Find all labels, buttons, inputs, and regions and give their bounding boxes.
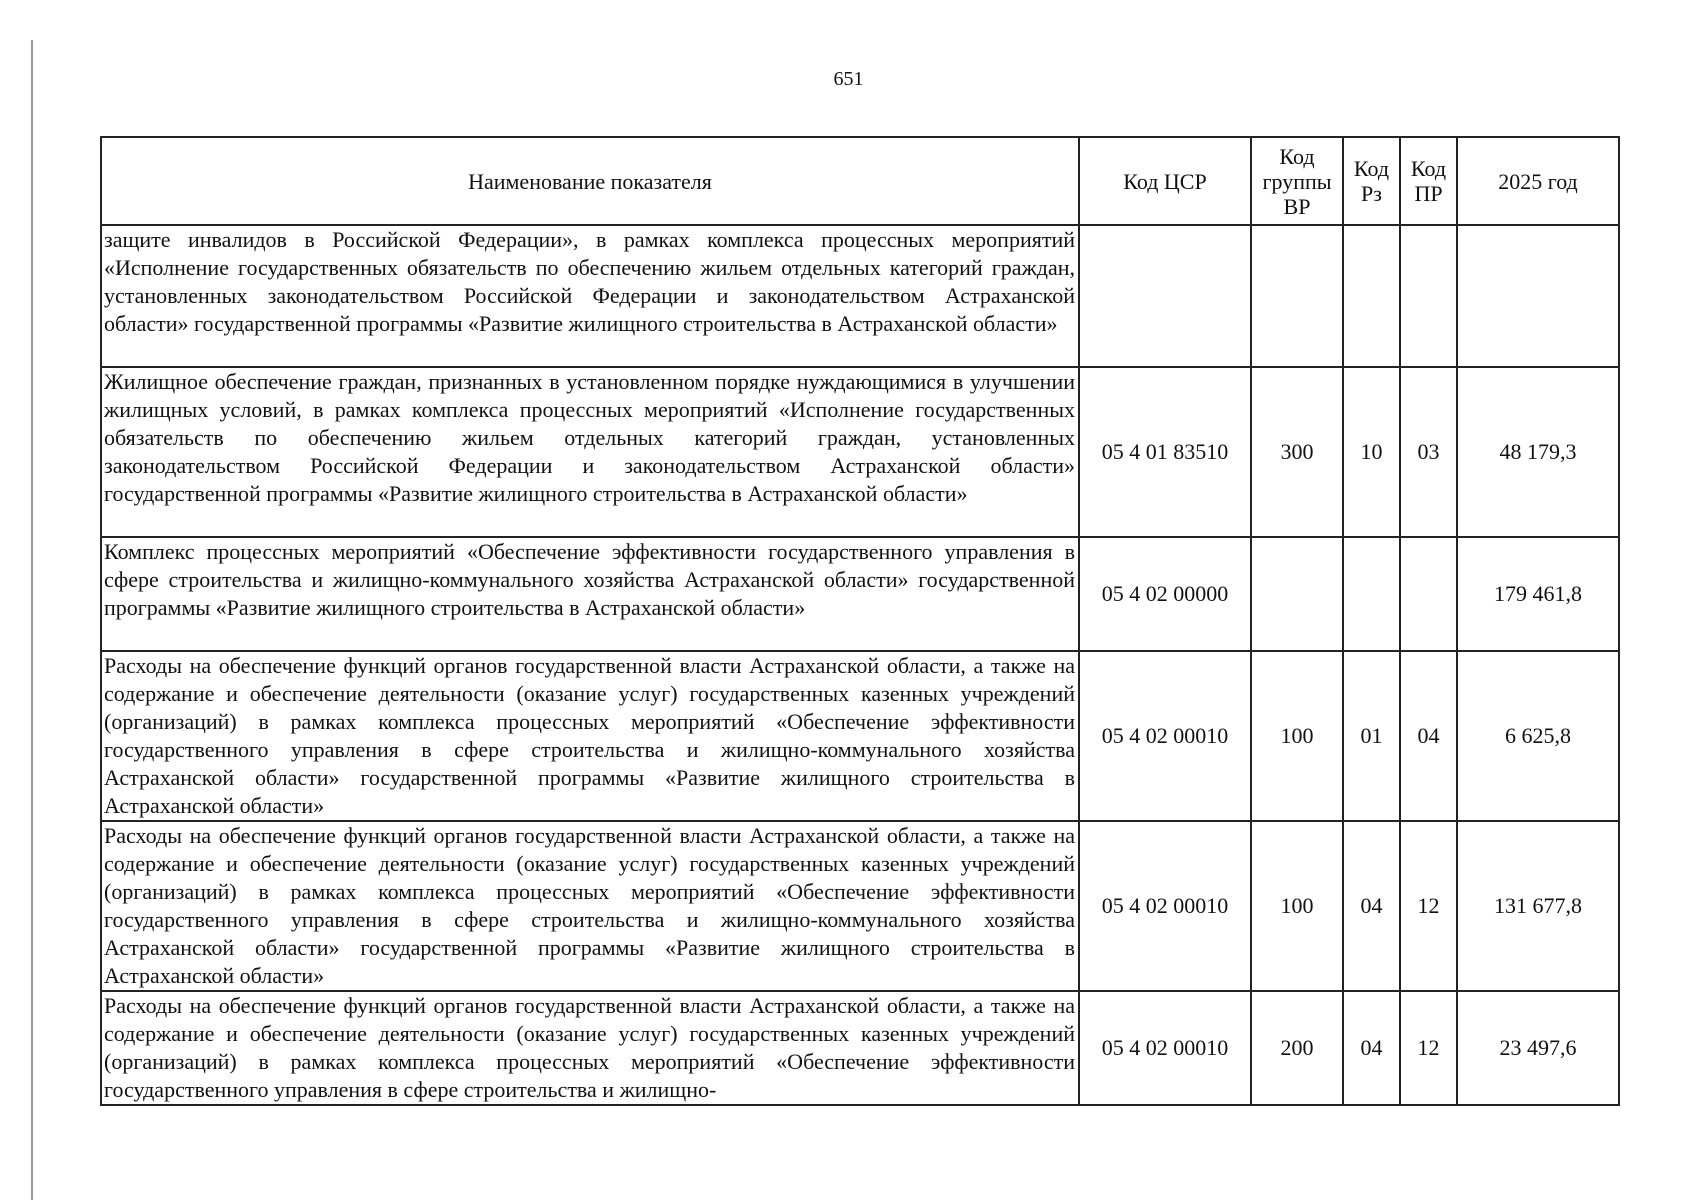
cell-csr-code: 05 4 02 00000	[1079, 537, 1251, 651]
cell-rz-code: 10	[1343, 367, 1400, 537]
cell-vr-code: 200	[1251, 991, 1343, 1105]
cell-pr-code	[1400, 225, 1457, 367]
cell-vr-code	[1251, 537, 1343, 651]
budget-table	[100, 136, 1620, 1106]
header-vr-line2: группы	[1262, 168, 1332, 194]
header-indicator-name: Наименование показателя	[101, 137, 1079, 225]
cell-vr-code	[1251, 225, 1343, 367]
scan-margin-line	[31, 40, 33, 1200]
cell-rz-code	[1343, 537, 1400, 651]
cell-indicator-name: Расходы на обеспечение функций органов государственной власти Астраханской области, а также на содержание и обеспечение деятельности (оказание услуг) государственных казенных учреждений (организаций) в рамках комплекса процессных мероприятий «Обеспечение эффективности государственного управления в сфере строительства и жилищно-коммунального хозяйства Астраханской области» государственной программы «Развитие жилищного строительства в Астраханской области»	[101, 821, 1079, 991]
cell-csr-code: 05 4 02 00010	[1079, 821, 1251, 991]
cell-vr-code: 100	[1251, 821, 1343, 991]
cell-rz-code: 01	[1343, 651, 1400, 821]
page-number: 651	[833, 68, 864, 90]
cell-amount: 48 179,3	[1457, 367, 1619, 537]
cell-pr-code: 12	[1400, 821, 1457, 991]
cell-indicator-name: Расходы на обеспечение функций органов государственной власти Астраханской области, а также на содержание и обеспечение деятельности (оказание услуг) государственных казенных учреждений (организаций) в рамках комплекса процессных мероприятий «Обеспечение эффективности государственного управления в сфере строительства и жилищно-коммунального хозяйства Астраханской области» государственной программы «Развитие жилищного строительства в Астраханской области»	[101, 651, 1079, 821]
header-vr-line1: Код	[1279, 143, 1315, 169]
cell-vr-code: 300	[1251, 367, 1343, 537]
header-pr-line1: Код	[1410, 156, 1447, 181]
header-csr-code: Код ЦСР	[1079, 137, 1251, 225]
cell-csr-code: 05 4 02 00010	[1079, 991, 1251, 1105]
cell-amount: 131 677,8	[1457, 821, 1619, 991]
header-rz-line2: Рз	[1361, 181, 1382, 206]
cell-indicator-name: Комплекс процессных мероприятий «Обеспечение эффективности государственного управления в сфере строительства и жилищно-коммунального хозяйства Астраханской области» государственной программы «Развитие жилищного строительства в Астраханской области»	[101, 537, 1079, 651]
cell-pr-code: 03	[1400, 367, 1457, 537]
cell-vr-code: 100	[1251, 651, 1343, 821]
table-header-row	[101, 137, 1619, 225]
cell-amount	[1457, 225, 1619, 367]
table-row	[101, 537, 1619, 651]
cell-indicator-name: защите инвалидов в Российской Федерации», в рамках комплекса процессных мероприятий «Исполнение государственных обязательств по обеспечению жильем отдельных категорий граждан, установленных законодательством Российской Федерации и законодательством Астраханской области» государственной программы «Развитие жилищного строительства в Астраханской области»	[101, 225, 1079, 367]
cell-pr-code	[1400, 537, 1457, 651]
cell-indicator-name: Жилищное обеспечение граждан, признанных в установленном порядке нуждающимися в улучшении жилищных условий, в рамках комплекса процессных мероприятий «Исполнение государственных обязательств по обеспечению жильем отдельных категорий граждан, установленных законодательством Российской Федерации и законодательством Астраханской области» государственной программы «Развитие жилищного строительства в Астраханской области»	[101, 367, 1079, 537]
cell-rz-code: 04	[1343, 991, 1400, 1105]
header-vr-code	[1251, 137, 1343, 225]
cell-csr-code: 05 4 02 00010	[1079, 651, 1251, 821]
cell-csr-code	[1079, 225, 1251, 367]
cell-amount: 6 625,8	[1457, 651, 1619, 821]
header-pr-code	[1400, 137, 1457, 225]
cell-amount: 23 497,6	[1457, 991, 1619, 1105]
cell-pr-code: 12	[1400, 991, 1457, 1105]
header-pr-line2: ПР	[1414, 181, 1443, 206]
table-row	[101, 225, 1619, 367]
cell-csr-code: 05 4 01 83510	[1079, 367, 1251, 537]
cell-indicator-name: Расходы на обеспечение функций органов государственной власти Астраханской области, а также на содержание и обеспечение деятельности (оказание услуг) государственных казенных учреждений (организаций) в рамках комплекса процессных мероприятий «Обеспечение эффективности государственного управления в сфере строительства и жилищно-	[101, 991, 1079, 1105]
header-rz-code	[1343, 137, 1400, 225]
table-row	[101, 367, 1619, 537]
header-year-2025: 2025 год	[1457, 137, 1619, 225]
cell-rz-code: 04	[1343, 821, 1400, 991]
cell-amount: 179 461,8	[1457, 537, 1619, 651]
cell-rz-code	[1343, 225, 1400, 367]
table-row	[101, 821, 1619, 991]
table-row	[101, 991, 1619, 1105]
header-vr-line3: ВР	[1283, 193, 1311, 219]
header-rz-line1: Код	[1353, 156, 1390, 181]
table-row	[101, 651, 1619, 821]
cell-pr-code: 04	[1400, 651, 1457, 821]
